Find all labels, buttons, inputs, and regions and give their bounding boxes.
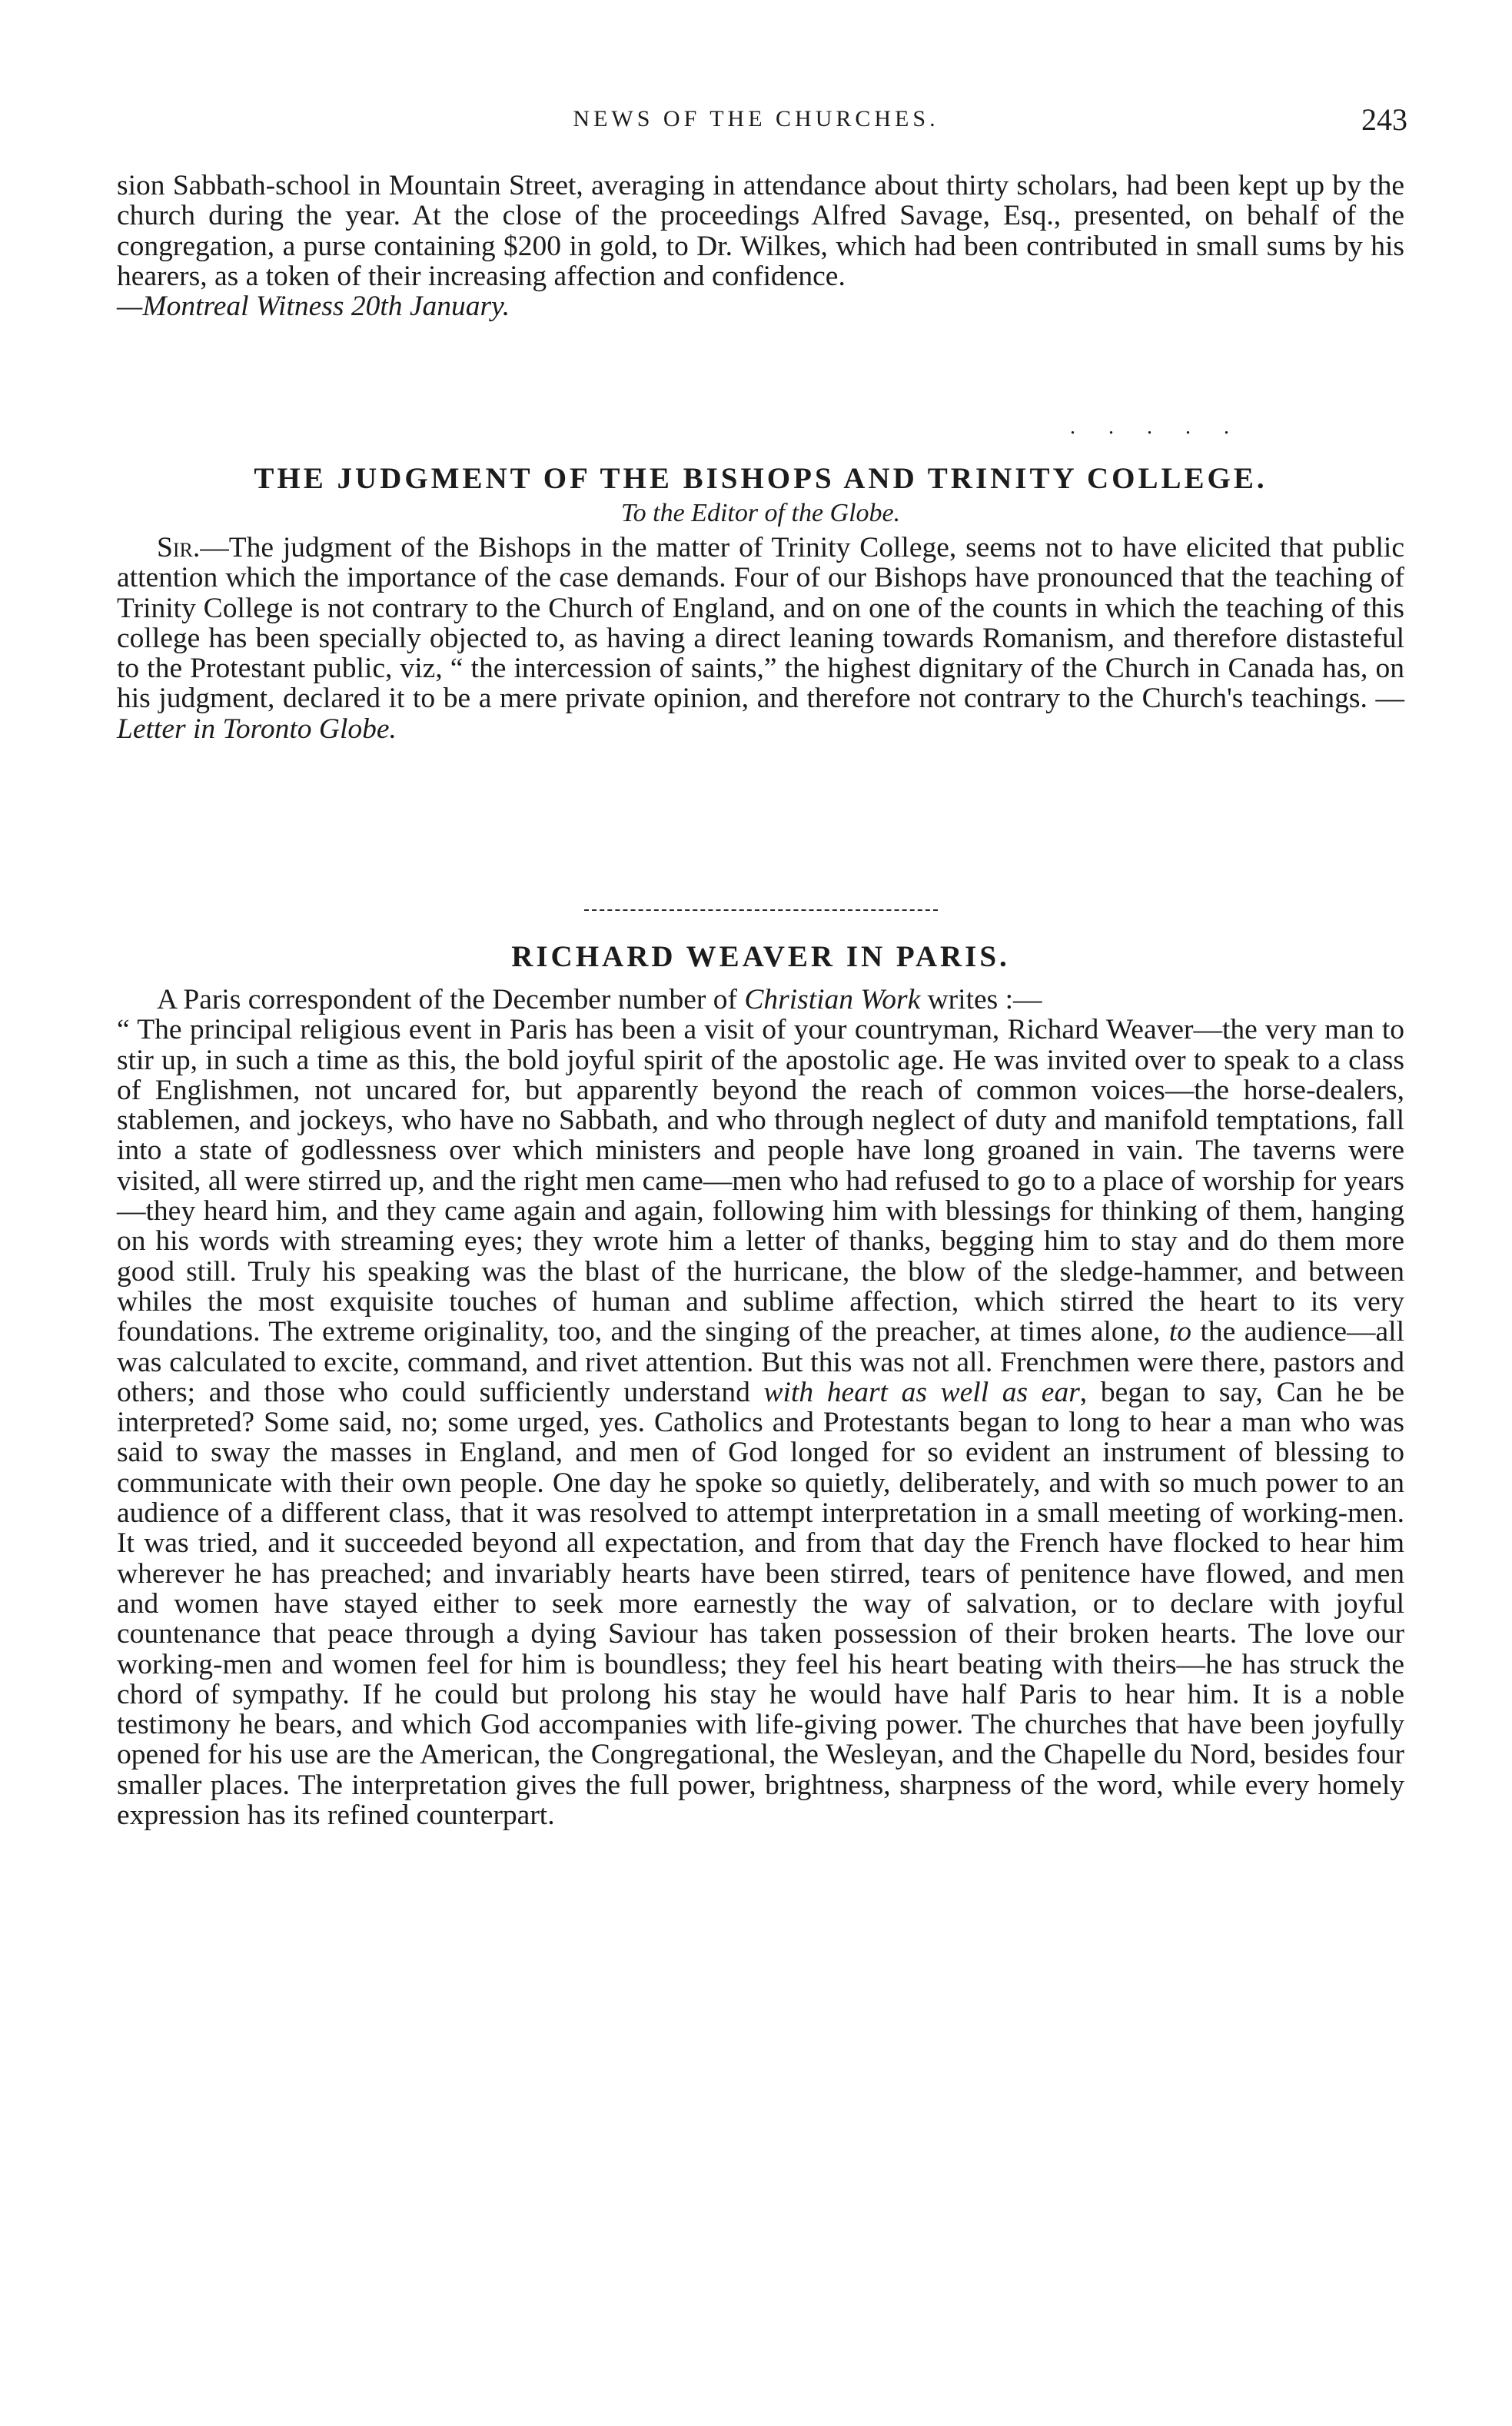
- continuation-source: —Montreal Witness 20th January.: [117, 291, 510, 323]
- publication-title: Christian Work: [744, 984, 921, 1015]
- continuation-text: sion Sabbath-school in Mountain Street, averaging in attendance about thirty scholars, had been kept up by the church during the year. At the close of the proceedings Alfred Savage, Esq., presented, on behalf of the congregation, a purse containing $200 in gold, to Dr. Wilkes, which had been contributed in small sums by his hearers, as a token of their increasing affection and confidence.: [117, 170, 1404, 292]
- divider-rule: [584, 909, 938, 911]
- body-italic-2: with heart as well as ear: [763, 1376, 1080, 1408]
- letter-text: —The judgment of the Bishops in the matter of Trinity College, seems not to have elicited that public attention which the importance of the case demands. Four of our Bishops have pronounced that the teaching of Trinity College is not contrary to the Church of England, and on one of the counts in which the teaching of this college has been specially objected to, as having a direct leaning towards Romanism, and therefore distasteful to the Protestant public, viz, “ the intercession of saints,” the highest dignitary of the Church in Canada has, on his judgment, declared it to be a mere private opinion, and therefore not contrary to the Church's teachings. —: [117, 532, 1404, 715]
- letter-source: Letter in Toronto Globe.: [117, 713, 397, 745]
- intro-paragraph: [117, 985, 1404, 1015]
- article-title: THE JUDGMENT OF THE BISHOPS AND TRINITY COLLEGE.: [254, 462, 1268, 495]
- divider-dots: . . . . .: [1070, 415, 1243, 439]
- page-number: 243: [1361, 102, 1407, 137]
- body-italic-1: to: [1168, 1316, 1192, 1348]
- letter-paragraph: [117, 533, 1404, 744]
- running-head: [0, 101, 1512, 140]
- running-title: NEWS OF THE CHURCHES.: [573, 106, 939, 131]
- article-subtitle: To the Editor of the Globe.: [620, 499, 901, 527]
- article-weaver-paris: [117, 939, 1404, 1830]
- section-rule: [117, 909, 1404, 911]
- intro-text-end: writes :—: [920, 984, 1042, 1015]
- dotted-divider: [117, 415, 1404, 440]
- body-text-1: “ The principal religious event in Paris has been a visit of your countryman, Richard Weaver—the very man to stir up, in such a time as this, the bold joyful spirit of the apostolic age. He was invited over to speak to a class of Englishmen, not uncared for, but apparently beyond the reach of common voices—the horse-dealers, stablemen, and jockeys, who have no Sabbath, and who through neglect of duty and manifold temptations, fall into a state of godlessness over which ministers and people have long groaned in vain. The taverns were visited, all were stirred up, and the right men came—men who had refused to go to a place of worship for years—they heard him, and they came again and again, following him with blessings for thinking of them, hanging on his words with streaming eyes; they wrote him a letter of thanks, begging him to stay and do them more good still. Truly his speaking was the blast of the hurricane, the blow of the sledge-hammer, and between whiles the most exquisite touches of human and sublime affection, which stirred the heart to its very foundations. The extreme originality, too, and the singing of the preacher, at times alone,: [117, 1014, 1404, 1348]
- article-continuation: [117, 171, 1404, 321]
- body-paragraph: [117, 1015, 1404, 1830]
- body-text-3: , began to say, Can he be interpreted? Some said, no; some urged, yes. Catholics and Protestants began to long to hear a man who was said to sway the masses in England, and men of God longed for so evident an instrument of blessing to communicate with their own people. One day he spoke so quietly, deliberately, and with so much power to an audience of a different class, that it was resolved to attempt interpretation in a small meeting of working-men. It was tried, and it succeeded beyond all expectation, and from that day the French have flocked to hear him wherever he has preached; and invariably hearts have been stirred, tears of penitence have flowed, and men and women have stayed either to seek more earnestly the way of salvation, or to declare with joyful countenance that peace through a dying Saviour has taken possession of their broken hearts. The love our working-men and women feel for him is boundless; they feel his heart beating with theirs—he has struck the chord of sympathy. If he could but prolong his stay he would have half Paris to hear him. It is a noble testimony he bears, and which God accompanies with life-giving power. The churches that have been joyfully opened for his use are the American, the Congregational, the Wesleyan, and the Chapelle du Nord, besides four smaller places. The interpretation gives the full power, brightness, sharpness of the word, while every homely expression has its refined counterpart.: [117, 1376, 1404, 1832]
- article-title: RICHARD WEAVER IN PARIS.: [511, 940, 1010, 973]
- continuation-paragraph: [117, 171, 1404, 321]
- letter-salutation: Sir.: [157, 532, 201, 563]
- intro-text: A Paris correspondent of the December number of: [157, 984, 745, 1015]
- article-bishops-trinity: [117, 461, 1404, 744]
- body-text-2: the audience—all was calculated to excite, command, and rivet attention. But this was not all. Frenchmen were there, pastors and others; and those who could sufficiently understand: [117, 1316, 1404, 1408]
